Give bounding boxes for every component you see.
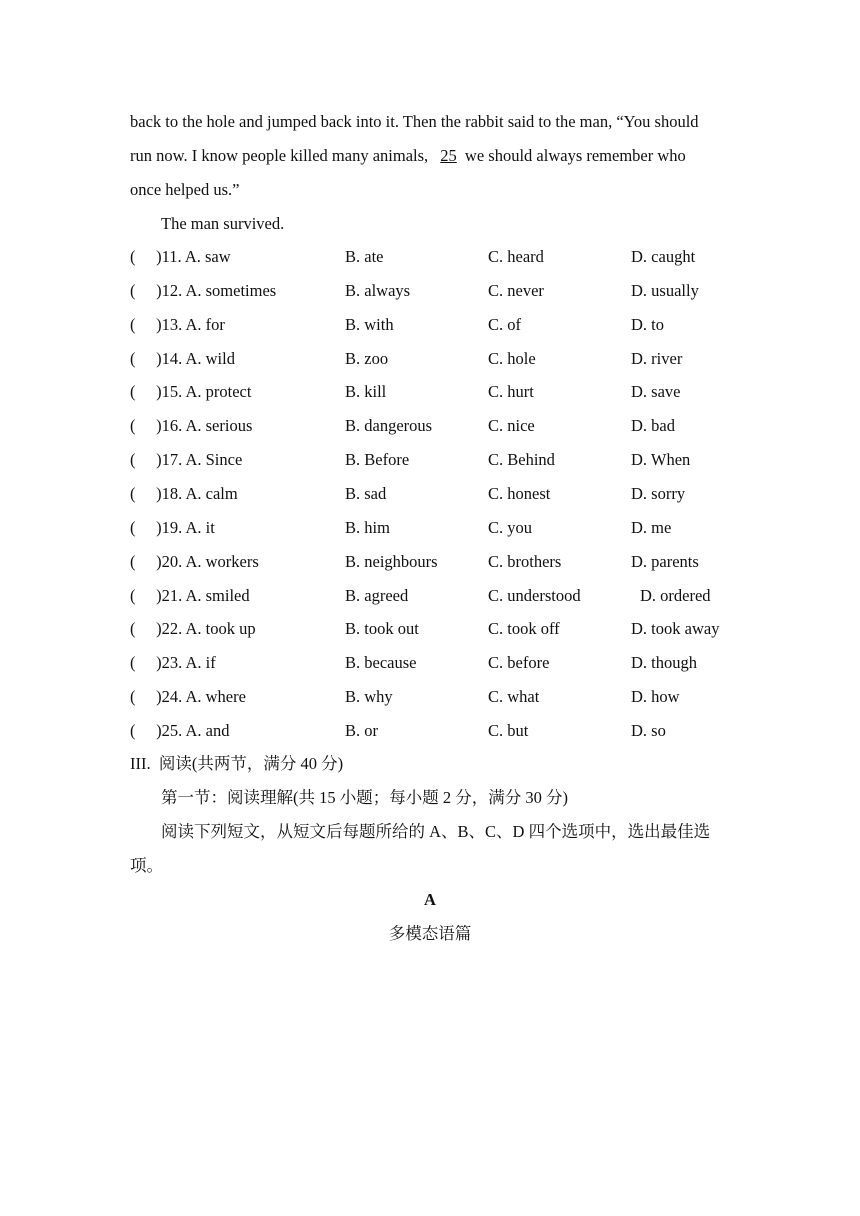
option-d: D. save: [631, 382, 681, 402]
option-d: D. parents: [631, 551, 699, 571]
option-d: D. me: [631, 517, 672, 537]
question-row: [130, 375, 750, 409]
option-b: B. or: [345, 720, 378, 740]
question-number-option-a: ( )25. A. and: [130, 720, 230, 740]
question-number-option-a: ( )17. A. Since: [130, 450, 243, 470]
question-number-option-a: ( )11. A. saw: [130, 247, 231, 266]
question-number-option-a: ( )23. A. if: [130, 653, 216, 673]
question-number-option-a: ( )24. A. where: [130, 687, 246, 707]
option-b: B. with: [345, 314, 394, 334]
question-number-option-a: ( )15. A. protect: [130, 382, 252, 402]
question-number-option-a: ( )20. A. workers: [130, 551, 259, 571]
option-b: B. because: [345, 653, 417, 673]
option-c: C. hurt: [488, 382, 534, 402]
question-row: [130, 545, 750, 579]
option-b: B. dangerous: [345, 416, 433, 436]
option-d: D. caught: [631, 247, 696, 266]
question-row: [130, 511, 750, 545]
option-b: B. took out: [345, 619, 419, 639]
question-row: [130, 308, 750, 342]
option-d: D. river: [631, 348, 683, 368]
option-c: C. Behind: [488, 450, 555, 470]
passage-title: 多模态语篇: [388, 924, 472, 943]
option-d: D. took away: [631, 619, 720, 639]
option-c: C. brothers: [488, 551, 562, 571]
option-c: C. honest: [488, 483, 551, 503]
question-number-option-a: ( )12. A. sometimes: [130, 280, 277, 300]
option-c: C. but: [488, 720, 529, 740]
passage-line-2: [130, 139, 735, 173]
section-part-heading: 第一节：阅读理解(共 15 小题；每小题 2 分，满分 30 分): [161, 788, 568, 807]
option-d: D. how: [631, 687, 680, 707]
question-row: [130, 274, 750, 308]
option-d: D. so: [631, 720, 666, 740]
option-b: B. always: [345, 280, 411, 300]
question-row: [130, 342, 750, 376]
option-c: C. you: [488, 517, 533, 537]
blank-25: 25: [440, 146, 457, 165]
question-number-option-a: ( )19. A. it: [130, 517, 215, 537]
question-row: [130, 714, 750, 748]
question-number-option-a: ( )16. A. serious: [130, 416, 253, 436]
option-c: C. never: [488, 280, 544, 300]
instruction-line-1: 阅读下列短文，从短文后每题所给的 A、B、C、D 四个选项中，选出最佳选: [161, 822, 711, 841]
question-number-option-a: ( )18. A. calm: [130, 483, 238, 503]
question-number-option-a: ( )13. A. for: [130, 314, 225, 334]
option-c: C. understood: [488, 585, 581, 605]
question-row: [130, 477, 750, 511]
option-b: B. ate: [345, 247, 384, 266]
instruction-line-2: 项。: [130, 856, 163, 875]
option-d: D. bad: [631, 416, 675, 436]
section-heading: III. 阅读(共两节，满分 40 分): [130, 754, 344, 773]
question-row: [130, 612, 750, 646]
option-d: D. sorry: [631, 483, 686, 503]
question-row: [130, 240, 750, 274]
option-b: B. him: [345, 517, 390, 537]
question-row: [130, 409, 750, 443]
option-c: C. hole: [488, 348, 536, 368]
option-c: C. took off: [488, 619, 560, 639]
option-c: C. heard: [488, 247, 544, 266]
question-number-option-a: ( )21. A. smiled: [130, 585, 250, 605]
option-b: B. zoo: [345, 348, 389, 368]
question-row: [130, 443, 750, 477]
option-b: B. why: [345, 687, 393, 707]
option-b: B. neighbours: [345, 551, 438, 571]
option-b: B. kill: [345, 382, 387, 402]
option-c: C. of: [488, 314, 521, 334]
passage-line-2-start: run now. I know people killed many animals,: [130, 146, 433, 165]
question-row: [130, 680, 750, 714]
option-c: C. nice: [488, 416, 535, 436]
option-d: D. When: [631, 450, 691, 470]
passage-line-3: once helped us.”: [130, 180, 240, 199]
question-row: [130, 646, 750, 680]
option-c: C. before: [488, 653, 550, 673]
option-d: D. to: [631, 314, 664, 334]
option-b: B. agreed: [345, 585, 409, 605]
passage-line-2-end: we should always remember who: [460, 146, 686, 165]
option-b: B. Before: [345, 450, 410, 470]
passage-closing: The man survived.: [161, 214, 285, 233]
question-number-option-a: ( )14. A. wild: [130, 348, 235, 368]
option-c: C. what: [488, 687, 540, 707]
passage-line-1: back to the hole and jumped back into it. Then the rabbit said to the man, “You should: [130, 112, 699, 131]
question-number-option-a: ( )22. A. took up: [130, 619, 256, 639]
passage-letter: A: [424, 890, 436, 909]
option-d: D. usually: [631, 280, 699, 300]
option-d: D. though: [631, 653, 697, 673]
question-row: [130, 579, 750, 613]
option-b: B. sad: [345, 483, 387, 503]
passage-text: [130, 105, 735, 241]
option-d: D. ordered: [640, 585, 711, 605]
